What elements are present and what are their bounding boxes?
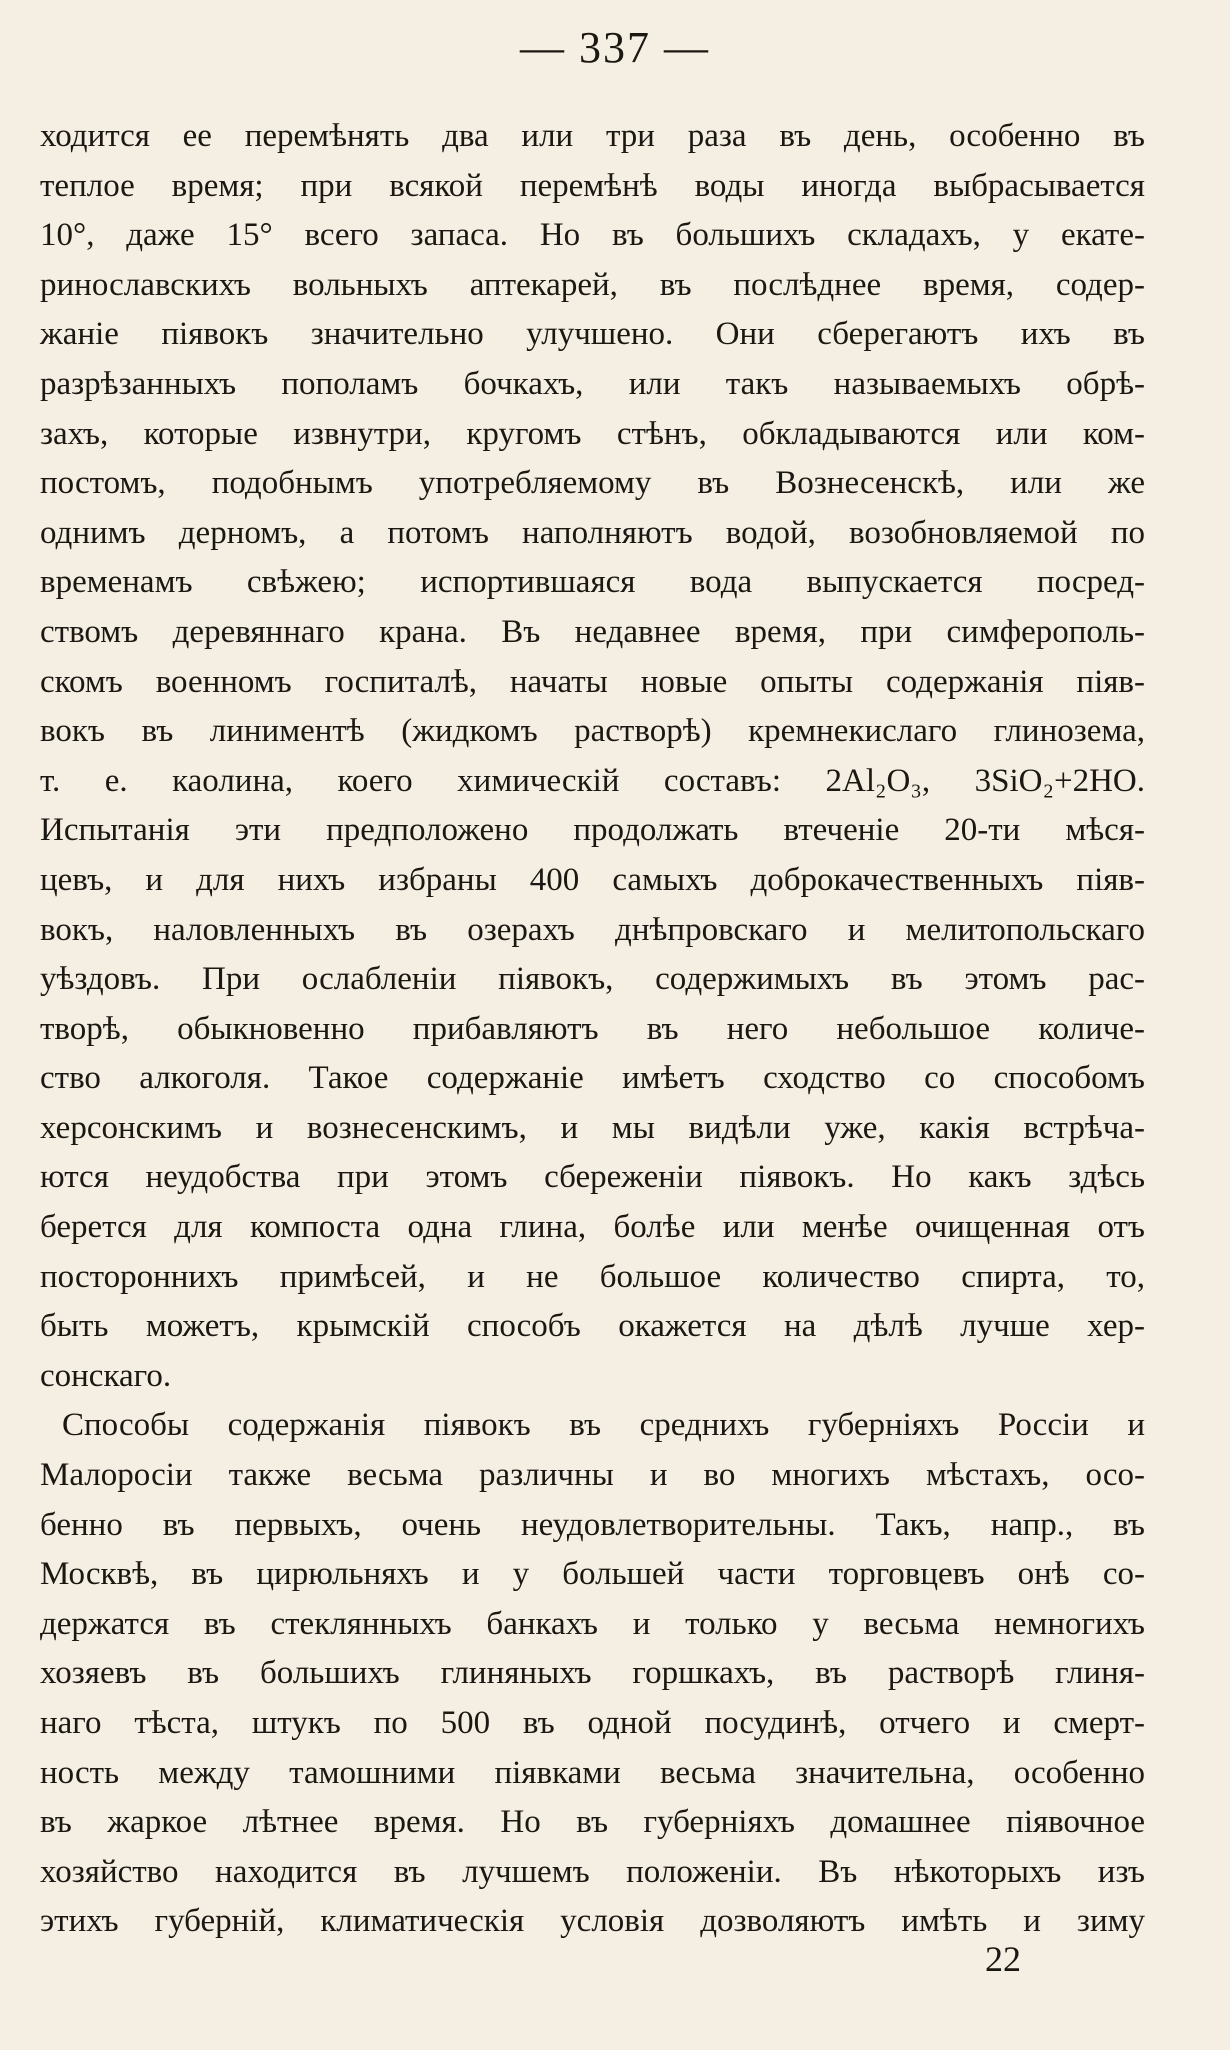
text-line: ринославскихъ вольныхъ аптекарей, въ послѣднее время, содер- [40, 266, 1145, 303]
text-line: Испытанія эти предположено продолжать втеченіе 20-ти мѣся- [40, 812, 1145, 849]
text-line: въ жаркое лѣтнее время. Но въ губерніяхъ домашнее піявочное [40, 1804, 1145, 1841]
body-text [40, 112, 1145, 1947]
text-line: держатся въ стеклянныхъ банкахъ и только у весьма немногихъ [40, 1605, 1145, 1642]
signature-mark: 22 [985, 1939, 1021, 1979]
text-line: постомъ, подобнымъ употребляемому въ Вознесенскѣ, или же [40, 465, 1145, 502]
text-line: наго тѣста, штукъ по 500 въ одной посудинѣ, отчего и смерт- [40, 1705, 1145, 1741]
text-line: Малоросіи также весьма различны и во многихъ мѣстахъ, осо- [40, 1457, 1145, 1494]
text-line: ходится ее перемѣнять два или три раза въ день, особенно въ [40, 118, 1145, 154]
text-line: хозяйство находится въ лучшемъ положеніи. Въ нѣкоторыхъ изъ [40, 1853, 1145, 1890]
text-line: жаніе піявокъ значительно улучшено. Они сберегаютъ ихъ въ [40, 316, 1145, 353]
text-line: скомъ военномъ госпиталѣ, начаты новые опыты содержанія піяв- [40, 663, 1145, 700]
text-line: хозяевъ въ большихъ глиняныхъ горшкахъ, въ растворѣ глиня- [40, 1655, 1145, 1692]
text-line: захъ, которые извнутри, кругомъ стѣнъ, обкладываются или ком- [40, 415, 1145, 452]
text-line: быть можетъ, крымскій способъ окажется на дѣлѣ лучше хер- [40, 1308, 1145, 1345]
page-number: — 337 — [520, 23, 710, 72]
text-line: берется для компоста одна глина, болѣе или менѣе очищенная отъ [40, 1209, 1145, 1246]
text-line: этихъ губерній, климатическія условія дозволяютъ имѣть и зиму [40, 1903, 1145, 1940]
text-line: ство алкоголя. Такое содержаніе имѣетъ сходство со способомъ [40, 1060, 1145, 1097]
text-line: 10°, даже 15° всего запаса. Но въ большихъ складахъ, у екате- [40, 217, 1145, 254]
text-line: разрѣзанныхъ пополамъ бочкахъ, или такъ называемыхъ обрѣ- [40, 365, 1145, 402]
text-line: временамъ свѣжею; испортившаяся вода выпускается посред- [40, 564, 1145, 601]
text-line: однимъ дерномъ, а потомъ наполняютъ водой, возобновляемой по [40, 514, 1145, 551]
text-line: ность между тамошними піявками весьма значительна, особенно [40, 1754, 1145, 1791]
text-line: цевъ, и для нихъ избраны 400 самыхъ доброкачественныхъ піяв- [40, 861, 1145, 898]
text-line: уѣздовъ. При ослабленіи піявокъ, содержимыхъ въ этомъ рас- [40, 961, 1145, 998]
text-line: т. е. каолина, коего химическій составъ: 2Al₂O₃, 3SiO₂+2HO. [40, 762, 1145, 799]
text-line: ются неудобства при этомъ сбереженіи піявокъ. Но какъ здѣсь [40, 1159, 1145, 1196]
text-line: творѣ, обыкновенно прибавляютъ въ него небольшое количе- [40, 1010, 1145, 1047]
text-line: постороннихъ примѣсей, и не большое количество спирта, то, [40, 1258, 1145, 1295]
text-line: теплое время; при всякой перемѣнѣ воды иногда выбрасывается [40, 167, 1145, 204]
text-line: вокъ, наловленныхъ въ озерахъ днѣпровскаго и мелитопольскаго [40, 911, 1145, 948]
paragraph-end-line: сонскаго. [40, 1357, 172, 1394]
text-line: херсонскимъ и вознесенскимъ, и мы видѣли уже, какія встрѣча- [40, 1109, 1145, 1146]
text-line: Москвѣ, въ цирюльняхъ и у большей части торговцевъ онѣ со- [40, 1556, 1145, 1593]
text-line: ствомъ деревяннаго крана. Въ недавнее время, при симферополь- [40, 613, 1145, 650]
text-line: вокъ въ линиментѣ (жидкомъ растворѣ) кремнекислаго глинозема, [40, 713, 1145, 750]
text-line: бенно въ первыхъ, очень неудовлетворительны. Такъ, напр., въ [40, 1506, 1145, 1543]
paragraph-start-line: Способы содержанія піявокъ въ среднихъ губерніяхъ Россіи и [62, 1407, 1145, 1444]
